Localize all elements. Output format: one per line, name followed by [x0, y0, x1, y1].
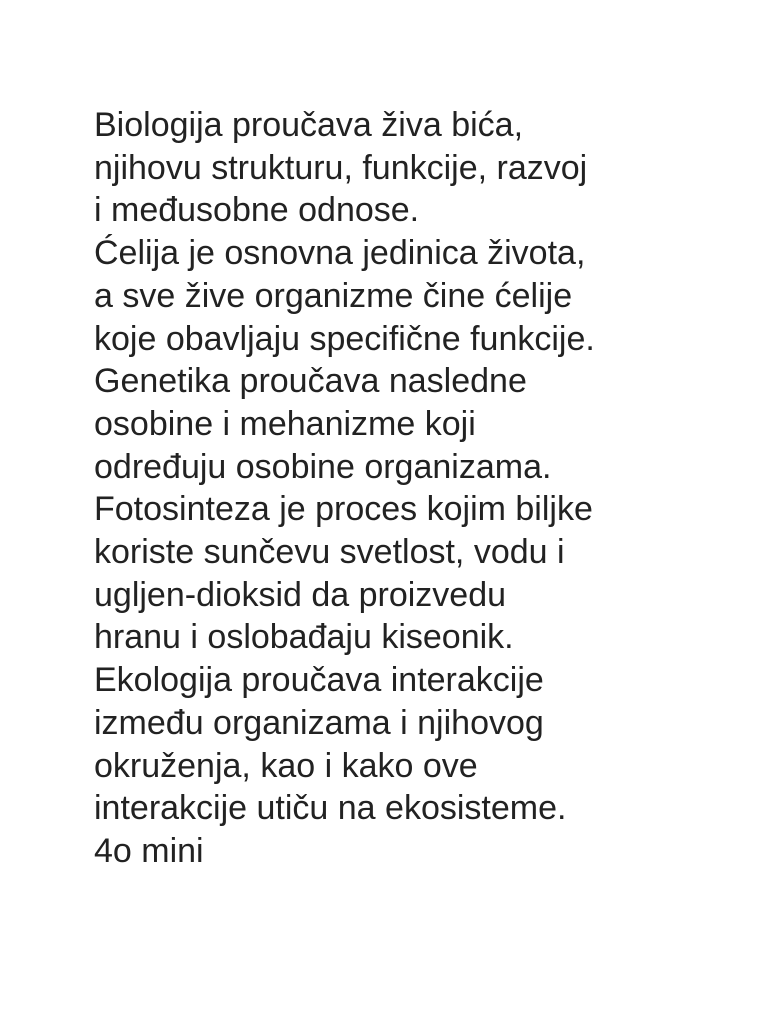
text-line: koriste sunčevu svetlost, vodu i: [94, 533, 565, 572]
model-label-text: 4o mini: [94, 831, 204, 870]
text-line: osobine i mehanizme koji: [94, 404, 476, 443]
text-line: određuju osobine organizama.: [94, 447, 552, 486]
text-line: koje obavljaju specifične funkcije.: [94, 319, 595, 358]
text-line: Biologija proučava živa bića,: [94, 106, 524, 144]
text-line: Ekologija proučava interakcije: [94, 661, 544, 700]
text-line: njihovu strukturu, funkcije, razvoj: [94, 148, 588, 187]
text-line: Ćelija je osnovna jedinica života,: [94, 234, 586, 273]
text-line: interakcije utiču na ekosisteme.: [94, 789, 567, 828]
text-line: Genetika proučava nasledne: [94, 362, 527, 401]
text-line: hranu i oslobađaju kiseonik.: [94, 618, 514, 657]
text-line: okruženja, kao i kako ove: [94, 746, 478, 785]
text-line: i međusobne odnose.: [94, 191, 420, 230]
document-body-text: [94, 104, 734, 873]
text-line: ugljen-dioksid da proizvedu: [94, 575, 507, 614]
text-line: Fotosinteza je proces kojim biljke: [94, 490, 593, 529]
text-line: između organizama i njihovog: [94, 703, 544, 742]
text-line: a sve žive organizme čine ćelije: [94, 276, 573, 315]
